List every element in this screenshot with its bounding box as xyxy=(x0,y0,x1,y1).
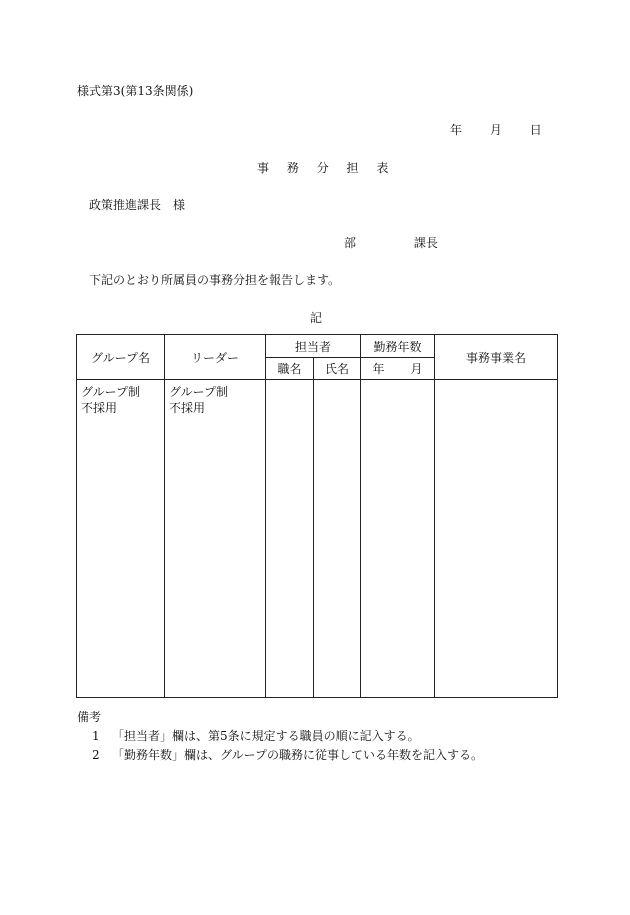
cell-group-name[interactable] xyxy=(77,380,165,698)
title-char: 事 xyxy=(257,161,270,175)
cell-service-years[interactable] xyxy=(361,380,435,698)
note-item xyxy=(92,730,420,742)
duty-table xyxy=(76,334,558,698)
header-leader: リーダー xyxy=(165,335,266,380)
document-title xyxy=(257,162,388,174)
note-item xyxy=(92,749,483,761)
form-number: 様式第3(第13条関係) xyxy=(77,84,194,98)
header-year: 年 xyxy=(372,362,385,376)
sender-dept-label: 部 xyxy=(344,236,357,250)
intro-text: 下記のとおり所属員の事務分担を報告します。 xyxy=(89,273,341,287)
title-char: 分 xyxy=(316,161,329,175)
header-year-month xyxy=(361,358,435,380)
cell-business-name[interactable] xyxy=(435,380,558,698)
note-text: 「担当者」欄は、第5条に規定する職員の順に記入する。 xyxy=(112,729,420,743)
cell-text: 不採用 xyxy=(81,401,118,415)
title-char: 担 xyxy=(346,161,359,175)
date-day-label: 日 xyxy=(529,123,542,137)
table-row xyxy=(77,380,558,698)
cell-text: グループ制 xyxy=(81,385,141,399)
cell-text: 不採用 xyxy=(169,401,206,415)
note-text: 「勤務年数」欄は、グループの職務に従事している年数を記入する。 xyxy=(112,748,484,762)
header-name: 氏名 xyxy=(314,358,361,380)
notes-title: 備考 xyxy=(77,710,102,724)
note-number: 2 xyxy=(92,748,100,762)
cell-leader[interactable] xyxy=(165,380,266,698)
note-number: 1 xyxy=(92,729,100,743)
table-header-row xyxy=(77,335,558,358)
title-char: 務 xyxy=(286,161,299,175)
header-person-in-charge: 担当者 xyxy=(266,335,361,358)
header-month: 月 xyxy=(410,362,423,376)
addressee: 政策推進課長 様 xyxy=(89,198,186,212)
header-service-years: 勤務年数 xyxy=(361,335,435,358)
cell-text: グループ制 xyxy=(169,385,229,399)
date-year-label: 年 xyxy=(450,123,463,137)
header-group-name: グループ名 xyxy=(77,335,165,380)
title-char: 表 xyxy=(376,161,389,175)
cell-name[interactable] xyxy=(314,380,361,698)
date-month-label: 月 xyxy=(489,123,502,137)
date-line xyxy=(450,124,542,136)
header-business-name: 事務事業名 xyxy=(435,335,558,380)
sender xyxy=(344,237,438,249)
ki-heading: 記 xyxy=(310,311,323,325)
header-job-title: 職名 xyxy=(266,358,314,380)
cell-job-title[interactable] xyxy=(266,380,314,698)
sender-section-label: 課長 xyxy=(413,236,438,250)
